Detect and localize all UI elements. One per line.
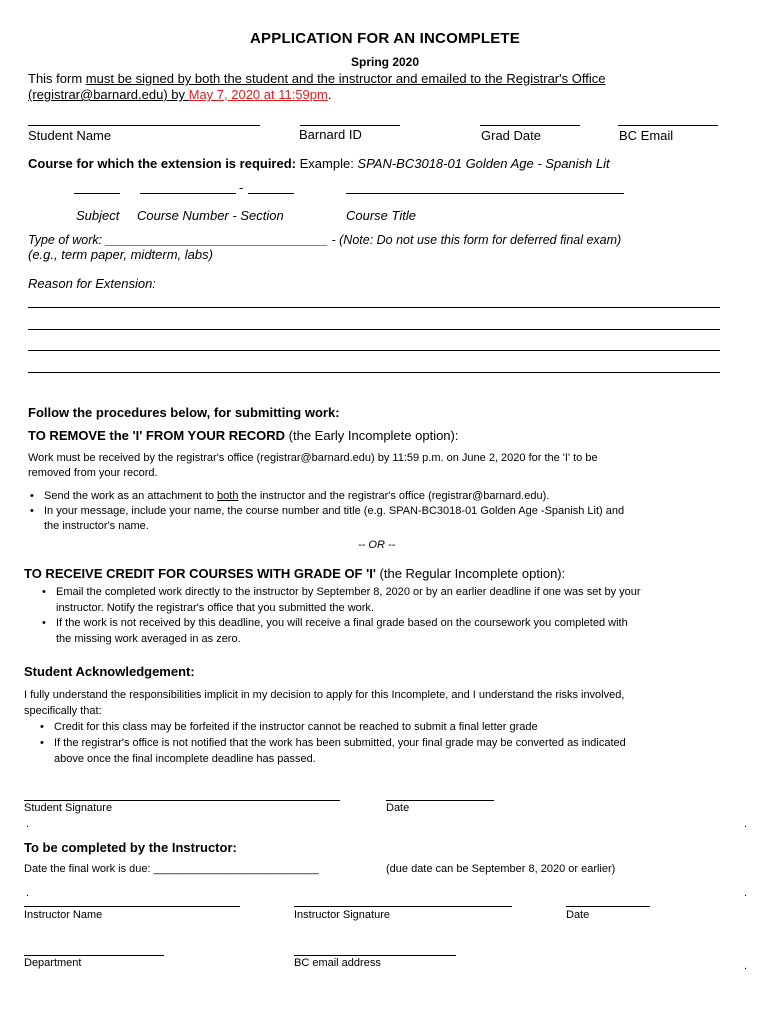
department-line[interactable] [24, 955, 164, 956]
instructor-date-label: Date [566, 909, 590, 921]
remove-heading-row [28, 428, 458, 443]
remove-para-line2: removed from your record. [28, 467, 158, 479]
form-title: APPLICATION FOR AN INCOMPLETE [250, 30, 520, 47]
due-date-note: (due date can be September 8, 2020 or earlier) [386, 863, 616, 875]
deadline-text: May 7, 2020 at 11:59pm [188, 87, 328, 102]
reason-line-2[interactable] [28, 329, 720, 330]
course-number-line[interactable] [140, 193, 236, 194]
instructor-name-line[interactable] [24, 906, 240, 907]
remove-heading: TO REMOVE the 'I' FROM YOUR RECORD [28, 428, 286, 443]
instructor-heading: To be completed by the Instructor: [24, 840, 237, 855]
barnard-id-line[interactable] [300, 125, 400, 126]
remove-option: (the Early Incomplete option): [285, 428, 459, 443]
department-label: Department [24, 957, 82, 969]
bc-email-address-label: BC email address [294, 957, 381, 969]
instruction-underlined: must be signed by both the student and the instructor and emailed to the Registrar's Office [85, 71, 606, 86]
remove-para-line1: Work must be received by the registrar's office (registrar@barnard.edu) by 11:59 p.m. on June 2, 2020 for the 'I' to be [28, 452, 598, 464]
credit-bullets [38, 585, 641, 647]
dot-mark: . [744, 960, 748, 972]
ack-line2: specifically that: [24, 704, 102, 717]
bc-email-address-line[interactable] [294, 955, 456, 956]
due-date-label: Date the final work is due: ___________________________ [24, 863, 319, 875]
section-line[interactable] [248, 193, 294, 194]
instructor-signature-label: Instructor Signature [294, 909, 390, 921]
credit-heading: TO RECEIVE CREDIT FOR COURSES WITH GRADE OF 'I' [24, 566, 376, 581]
student-signature-line[interactable] [24, 800, 340, 801]
acknowledgement-paragraph [24, 688, 624, 719]
student-date-label: Date [386, 802, 410, 814]
type-of-work-examples: (e.g., term paper, midterm, labs) [28, 247, 213, 262]
remove-bullets [26, 489, 624, 534]
list-item: • In your message, include your name, the course number and title (e.g. SPAN-BC3018-01 Golden Age -Spanish Lit) and the instructor's name. [26, 504, 624, 534]
instructor-date-line[interactable] [566, 906, 650, 907]
list-item: • Email the completed work directly to the instructor by September 8, 2020 or by an earlier deadline if one was set by your instructor. Notify the registrar's office that you submitted the work. [38, 585, 641, 616]
grad-date-label: Grad Date [481, 128, 541, 143]
list-item: • If the work is not received by this deadline, you will receive a final grade based on the coursework you completed with the missing work averaged in as zero. [38, 616, 641, 647]
remove-paragraph [28, 451, 598, 481]
instruction-email: (registrar@barnard.edu) by [28, 87, 189, 102]
course-number-label: Course Number - Section [137, 208, 284, 223]
dot-mark: . [26, 887, 30, 899]
grad-date-line[interactable] [480, 125, 580, 126]
course-heading-bold: Course for which the extension is required: [28, 156, 296, 171]
course-example-value: SPAN-BC3018-01 Golden Age - Spanish Lit [357, 156, 610, 171]
list-item: • If the registrar's office is not notified that the work has been submitted, your final grade may be converted as indicated above once the final incomplete deadline has passed. [36, 735, 626, 767]
acknowledgement-bullets [36, 719, 626, 767]
reason-line-1[interactable] [28, 307, 720, 308]
list-item: • Credit for this class may be forfeited if the instructor cannot be reached to submit a final letter grade [36, 719, 626, 735]
course-title-label: Course Title [346, 208, 416, 223]
list-item: • Send the work as an attachment to both the instructor and the registrar's office (registrar@barnard.edu). [26, 489, 624, 504]
bc-email-label: BC Email [619, 128, 674, 143]
course-dash: - [239, 180, 244, 195]
student-name-line[interactable] [28, 125, 260, 126]
reason-line-3[interactable] [28, 350, 720, 351]
credit-option: (the Regular Incomplete option): [375, 566, 566, 581]
course-heading [28, 156, 610, 171]
semester-label: Spring 2020 [350, 55, 420, 69]
ack-line1: I fully understand the responsibilities implicit in my decision to apply for this Incomplete, and I understand the risks involved, [24, 689, 625, 701]
dot-mark: . [26, 818, 30, 830]
instruction-end: . [327, 87, 332, 102]
reason-line-4[interactable] [28, 372, 720, 373]
subject-line[interactable] [74, 193, 120, 194]
course-title-line[interactable] [346, 193, 624, 194]
procedures-heading: Follow the procedures below, for submitting work: [28, 405, 340, 420]
student-signature-label: Student Signature [24, 802, 113, 814]
instructor-signature-line[interactable] [294, 906, 512, 907]
student-name-label: Student Name [28, 128, 112, 143]
instruction-pre: This form [28, 71, 86, 86]
credit-heading-row [24, 566, 565, 581]
type-of-work: Type of work: ________________________________ - (Note: Do not use this form for deferred final exam) [28, 233, 622, 247]
instruction-text [28, 71, 708, 103]
barnard-id-label: Barnard ID [299, 127, 362, 142]
bc-email-line[interactable] [618, 125, 718, 126]
or-separator: -- OR -- [358, 539, 396, 551]
subject-label: Subject [76, 208, 120, 223]
instructor-name-label: Instructor Name [24, 909, 103, 921]
reason-label: Reason for Extension: [28, 276, 156, 291]
acknowledgement-heading: Student Acknowledgement: [24, 664, 195, 679]
student-date-line[interactable] [386, 800, 494, 801]
course-example-label: Example: [296, 156, 358, 171]
dot-mark: . [744, 887, 748, 899]
dot-mark: . [744, 818, 748, 830]
